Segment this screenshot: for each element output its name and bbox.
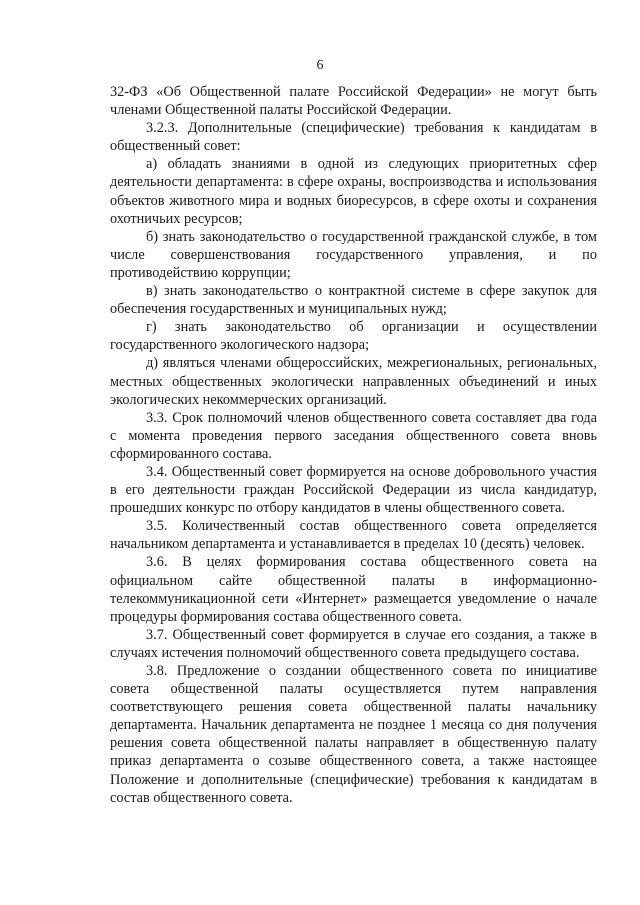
paragraph-3-4: 3.4. Общественный совет формируется на основе добровольного участия в его деятельности граждан Российской Федерации из числа кандидатур, прошедших конкурс по отбору кандидатов в члены общественного совета. bbox=[110, 463, 597, 517]
paragraph-3-3: 3.3. Срок полномочий членов общественного совета составляет два года с момента проведения первого заседания общественного совета вновь сформированного состава. bbox=[110, 409, 597, 462]
paragraph-3-5: 3.5. Количественный состав общественного совета определяется начальником департамента и устанавливается в пределах 10 (десять) человек. bbox=[110, 518, 597, 553]
list-item-b: б) знать законодательство о государственной гражданской службе, в том числе совершенствования государственного управления, и по противодействию коррупции; bbox=[110, 228, 597, 281]
paragraph-3-8: 3.8. Предложение о создании общественного совета по инициативе совета общественной палаты осуществляется путем направления соответствующего решения совета общественной палаты начальнику департамента. Начальник департамента не позднее 1 месяца со дня получения решения совета общественной палаты направляет в общественную палату приказ департамента о созыве общественного совета, а также настоящее Положение и дополнительные (специфические) требования к кандидатам в состав общественного совета. bbox=[110, 663, 597, 806]
list-item-g: г) знать законодательство об организации и осуществлении государственного экологического надзора; bbox=[110, 319, 597, 354]
page-number: 6 bbox=[316, 58, 324, 73]
list-item-d: д) являться членами общероссийских, межрегиональных, региональных, местных общественных экологически направленных объединений и иных экологических некоммерческих организаций. bbox=[110, 355, 597, 408]
paragraph-3-6: 3.6. В целях формирования состава общественного совета на официальном сайте общественной палаты в информационно-телекоммуникационной сети «Интернет» размещается уведомление о начале процедуры формирования состава общественного совета. bbox=[110, 554, 597, 625]
document-body bbox=[110, 83, 597, 807]
list-item-v: в) знать законодательство о контрактной системе в сфере закупок для обеспечения государственных и муниципальных нужд; bbox=[110, 283, 597, 318]
paragraph-3-7: 3.7. Общественный совет формируется в случае его создания, а также в случаях истечения полномочий общественного совета предыдущего состава. bbox=[110, 626, 597, 661]
paragraph-continuation-32fz: 32-ФЗ «Об Общественной палате Российской Федерации» не могут быть членами Общественной палаты Российской Федерации. bbox=[110, 84, 597, 119]
paragraph-3-2-3: 3.2.3. Дополнительные (специфические) требования к кандидатам в общественный совет: bbox=[110, 120, 597, 155]
list-item-a: а) обладать знаниями в одной из следующих приоритетных сфер деятельности департамента: в сфере охраны, воспроизводства и использования объектов животного мира и водных биоресурсов, в сфере охоты и сохранения охотничьих ресурсов; bbox=[110, 156, 597, 227]
